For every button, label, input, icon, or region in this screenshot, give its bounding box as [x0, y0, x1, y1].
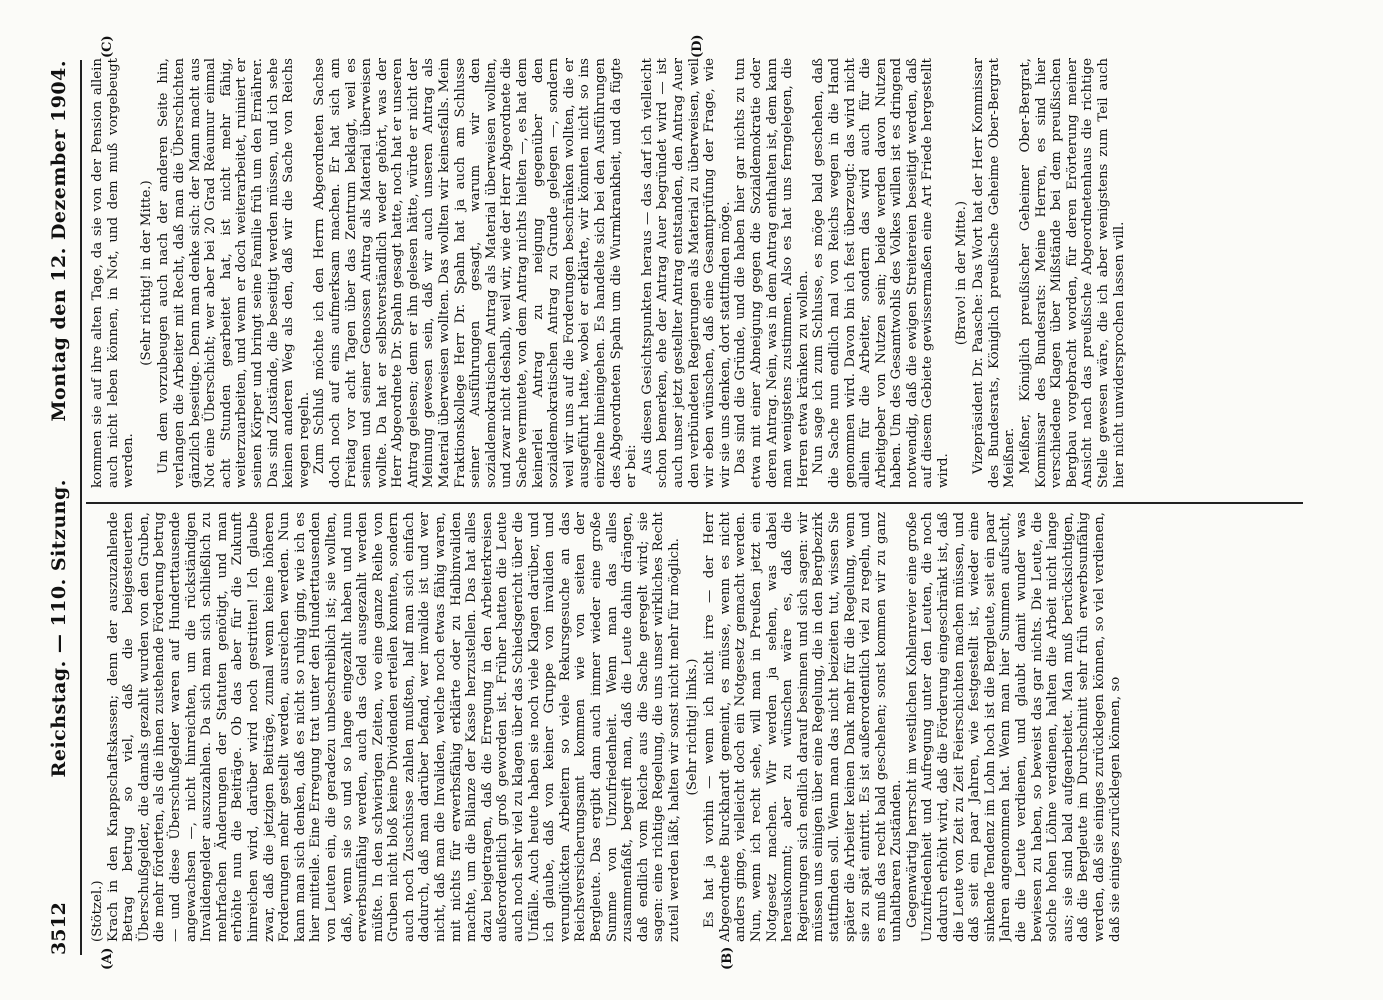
header-rule: [80, 60, 82, 955]
session-date: Montag den 12. Dezember 1904.: [48, 60, 70, 422]
paragraph: (Sehr richtig! links.): [684, 658, 700, 796]
paragraph: (Stötzel.): [90, 880, 105, 942]
page-header: [48, 60, 74, 955]
paragraph: Aus diesen Gesichtspunkten heraus — das darf ich vielleicht schon bemerken, ehe der Antrag Auer begründet wird — ist auch unser jetzt gestellter Antrag entstanden, den Antrag Auer den verbündeten Regierungen als Material zu überweisen, weil wir eben wünschen, daß eine Gesamtprüfung der Frage, wie wir sie uns denken, dort stattfinden möge.: [639, 58, 733, 488]
margin-marker-c: (C): [100, 35, 115, 58]
margin-marker-d: (D): [690, 34, 705, 58]
paragraph: (Sehr richtig! in der Mitte.): [138, 180, 154, 366]
paragraph: Das sind die Gründe, und die haben hier gar nichts zu tun etwa mit einer Abneigung gegen die Sozialdemokratie oder deren Antrag. Nein, was in dem Antrag enthalten ist, dem kann man wenigstens zustimmen. Also es hat uns ferngelegen, die Herren etwa kränken zu wollen.: [733, 58, 811, 488]
paragraph: kommen sie auf ihre alten Tage, da sie von der Pension allein auch nicht leben können, in Not, und dem muß vorgebeugt werden.: [90, 58, 137, 488]
paragraph: Gegenwärtig herrscht im westlichen Kohlenrevier eine große Unzufriedenheit und Aufregung unter den Leuten, die noch dadurch erhöht wird, daß die Förderung eingeschränkt ist, daß die Leute von Zeit zu Zeit Feierschichten machen müssen, und daß seit ein paar Jahren, wie festgestellt ist, wieder eine sinkende Tendenz im Lohn hoch ist die Bergleute, seit ein paar Jahren angenommen hat. Wenn man hier Summen aufsucht, die die Leute verdienen, und glaubt damit wunder was bewiesen zu haben, so beweist das gar nichts. Die Leute, die solche hohen Löhne verdienen, halten die Arbeit nicht lange aus; sie sind bald aufgearbeitet. Man muß berücksichtigen, daß die Bergleute im Durchschnitt sehr früh erwerbsunfähig werden, daß sie einiges zurücklegen können, so viel verdienen, daß sie einiges zurücklegen können, so: [904, 512, 1123, 942]
right-text-column: [90, 58, 1297, 488]
paragraph: Meißner, Königlich preußischer Geheimer Ober-Bergrat, Kommissar des Bundesrats: Meine Herren, es sind hier verschiedene Klagen über Mißstände bei dem preußischen Bergbau vorgebracht worden, für deren Erörterung meiner Ansicht nach das preußische Abgeordnetenhaus die richtige Stelle gewesen wäre, die ich aber wenigstens zum Teil auch hier nicht unwidersprochen lassen will.: [1018, 58, 1127, 488]
margin-marker-b: (B): [720, 946, 735, 970]
paragraph: Nun sage ich zum Schlusse, es möge bald geschehen, daß die Sache nun endlich mal von Reichs wegen in die Hand genommen wird. Davon bin ich fest überzeugt: das wird nicht allein für die Arbeiter, sondern das wird auch für die Arbeitgeber von Nutzen sein; beide werden davon Nutzen haben. Um des Gesamtwohls des Volkes willen ist es dringend notwendig, daß die ewigen Streitereien beseitigt werden, daß auf diesem Gebiete gewissermaßen eine Art Friede hergestellt wird.: [811, 58, 952, 488]
column-divider: [86, 502, 1303, 504]
session-title: Reichstag. — 110. Sitzung.: [48, 479, 70, 778]
paragraph: Vizepräsident Dr. Paasche: Das Wort hat der Herr Kommissar des Bundesrats, Königlich preußische Geheime Ober-Bergrat Meißner.: [971, 58, 1018, 488]
paragraph: Um dem vorzubeugen auch nach der anderen Seite hin, verlangen die Arbeiter mit Recht, daß man die Überschichten gänzlich beseitige. Denn man denke sich: der Mann macht aus Not eine Überschicht; wer aber bei 20 Grad Réaumur einmal acht Stunden gearbeitet hat, ist nicht mehr fähig, weiterzuarbeiten, und wenn er doch weiterarbeitet, ruiniert er seinen Körper und bringt seine Familie früh um den Ernährer. Das sind Zustände, die beseitigt werden müssen, und ich sehe keinen anderen Weg als den, daß wir die Sache von Reichs wegen regeln.: [156, 58, 312, 488]
paragraph: Krach in den Knappschaftskassen; denn der auszuzahlende Betrag betrug so viel, daß die beigesteuerten Überschußgelder, die damals gezahlt wurden von den Gruben, die mehr förderten, als die ihnen zustehende Förderung betrug — und diese Überschußgelder waren auf Hunderttausende angewachsen —, nicht hinreichten, um die rückständigen Invalidengelder auszuzahlen. Da sich man sich schließlich zu mehrfachen Änderungen der Statuten genötigt, und man erhöhte nun die Beiträge. Ob das aber für die Zukunft hinreichen wird, darüber wird noch gestritten! Ich glaube zwar, daß die jetzigen Beiträge, zumal wenn keine höheren Forderungen mehr gestellt werden, ausreichen werden. Nun kann man sich denken, daß es nicht so ruhig ging, wie ich es hier mitteile. Eine Erregung trat unter den Hunderttausenden von Leuten ein, die geradezu unbeschreiblich ist; sie wollten, daß, wenn sie so und so lange eingezahlt haben und nun erwerbsunfähig werden, auch das Geld ausgezahlt werden müßte. In den schwierigen Zeiten, wo eine ganze Reihe von Gruben nicht bloß keine Dividenden erteilen konnten, sondern auch noch Zuschüsse zahlen mußten, half man sich einfach dadurch, daß man darüber befand, wer invalide ist und wer nicht, daß man die Invaliden, welche noch etwas fähig waren, mit nichts für erwerbsfähig erklärte oder zu Halbinvaliden machte, um die Bilanze der Kasse herzustellen. Das hat alles dazu beigetragen, daß die Erregung in den Arbeiterkreisen außerordentlich groß geworden ist. Früher hatten die Leute auch noch sehr viel zu klagen über das Schiedsgericht über die Unfälle. Auch heute haben sie noch viele Klagen darüber, und ich glaube, daß von keiner Gruppe von invaliden und verunglückten Arbeitern so viele Rekursgesuche an das Reichsversicherungsamt kommen wie von seiten der Bergleute. Das ergibt dann auch immer wieder eine große Summe von Unzufriedenheit. Wenn man das alles zusammenfaßt, begreift man, daß die Leute dahin drängen, daß endlich vom Reiche aus die Sache geregelt wird; sie sagen: eine richtige Regelung, die uns unser wirkliches Recht zuteil werden läßt, halten wir sonst nicht mehr für möglich.: [105, 512, 682, 942]
paragraph: (Bravo! in der Mitte.): [953, 200, 969, 346]
paragraph: Es hat ja vorhin — wenn ich nicht irre — der Herr Abgeordnete Burckhardt gemeint, es müsse, wenn es nicht anders ginge, vielleicht doch ein Notgesetz gemacht werden. Nun, wenn ich recht sehe, will man in Preußen jetzt ein Notgesetz machen. Wir werden ja sehen, was dabei herauskommt; aber zu wünschen wäre es, daß die Regierungen sich endlich darauf besinnen und sich sagen: wir müssen uns einigen über eine Regelung, die in den Bergbezirk stattfinden soll. Wenn man das nicht beizeiten tut, wissen Sie später die Arbeiter keinen Dank mehr für die Regelung, wenn sie zu spät eintritt. Es ist außerordentlich viel zu regeln, und es muß das recht bald geschehen; sonst kommen wir zu ganz unhaltbaren Zuständen.: [702, 512, 905, 942]
paragraph: Zum Schluß möchte ich den Herrn Abgeordneten Sachse doch noch auf eins aufmerksam machen. Er hat sich am Freitag vor acht Tagen über das Zentrum beklagt, weil es seinen und seiner Genossen Antrag als Material überweisen wollte. Da hat er selbstverständlich weder gehört, was der Herr Abgeordnete Dr. Spahn gesagt hatte, noch hat er unseren Antrag gelesen; denn er ihn gelesen hätte, würde er nicht der Meinung gewesen sein, daß wir auch unseren Antrag als Material überweisen wollten. Das wollten wir keinesfalls. Mein Fraktionskollege Herr Dr. Spahn hat ja auch am Schlusse seiner Ausführungen gesagt, warum wir den sozialdemokratischen Antrag als Material überweisen wollten, und zwar nicht deshalb, weil wir, wie der Herr Abgeordnete die Sache vermutete, von dem Antrag nichts hielten —, es hat dem keinerlei Antrag zu neigung gegenüber den sozialdemokratischen Antrag zu Grunde gelegen —, sondern weil wir uns auf die Forderungen beschränken wollten, die er ausgeführt hatte, wobei er erklärte, wir könnten nicht so ins einzelne hineingehen. Es handelte sich bei den Ausführungen des Abgeordneten Spahn um die Wurmkrankheit, und da fügte er bei:: [312, 58, 640, 488]
page-number: 3512: [48, 902, 70, 955]
margin-marker-a: (A): [100, 947, 115, 970]
left-text-column: [90, 512, 1297, 942]
